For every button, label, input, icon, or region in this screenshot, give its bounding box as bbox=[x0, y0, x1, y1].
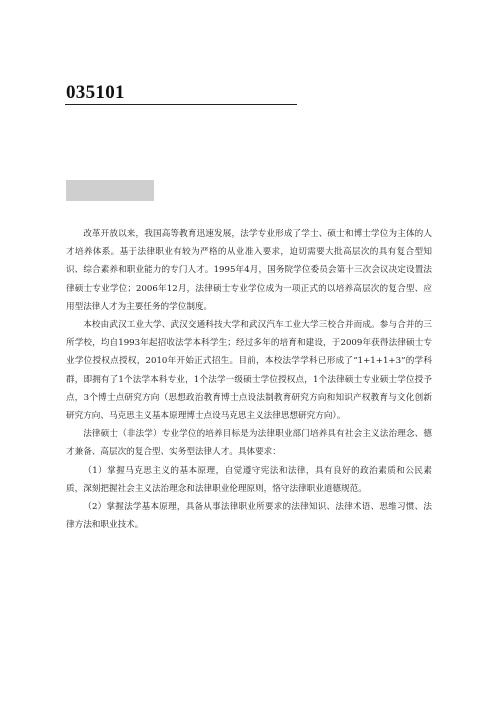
document-code: 035101 bbox=[66, 82, 125, 103]
paragraph-school-history: 本校由武汉工业大学、武汉交通科技大学和武汉汽车工业大学三校合并而成。参与合并的三所学校，均自1993年起招收法学本科学生；经过多年的培育和建设，于2009年获得法律硕士专业学位授权点授权，2010年开始正式招生。目前，本校法学学科已形成了“1+1+1+3”的学科群，即拥有了1个法学本科专业，1个法学一级硕士学位授权点，1个法律硕士专业硕士学位授予点，3个博士点研究方向（思想政治教育博士点设法制教育研究方向和知识产权教育与文化创新研究方向、马克思主义基本原理博士点设马克思主义法律思想研究方向）。 bbox=[66, 320, 432, 422]
paragraph-training-goal: 法律硕士（非法学）专业学位的培养目标是为法律职业部门培养具有社会主义法治理念、德才兼备、高层次的复合型、实务型法律人才。具体要求： bbox=[66, 429, 432, 458]
paragraph-requirement-2: （2）掌握法学基本原理，具备从事法律职业所要求的法律知识、法律术语、思维习惯、法律方法和职业技术。 bbox=[66, 502, 432, 531]
document-body bbox=[66, 225, 432, 534]
paragraph-intro: 改革开放以来，我国高等教育迅速发展，法学专业形成了学士、硕士和博士学位为主体的人才培养体系。基于法律职业有较为严格的从业准入要求，迫切需要大批高层次的具有复合型知识、综合素养和职业能力的专门人才。1995年4月，国务院学位委员会第十三次会议决定设置法律硕士专业学位；2006年12月，法律硕士专业学位成为一项正式的以培养高层次的复合型、应用型法律人才为主要任务的学位制度。 bbox=[66, 229, 432, 312]
paragraph-requirement-1: （1）掌握马克思主义的基本原理，自觉遵守宪法和法律，具有良好的政治素质和公民素质，深刻把握社会主义法治理念和法律职业伦理原则，恪守法律职业道德规范。 bbox=[66, 465, 432, 494]
section-heading-placeholder bbox=[66, 180, 154, 201]
title-underline bbox=[65, 104, 297, 105]
